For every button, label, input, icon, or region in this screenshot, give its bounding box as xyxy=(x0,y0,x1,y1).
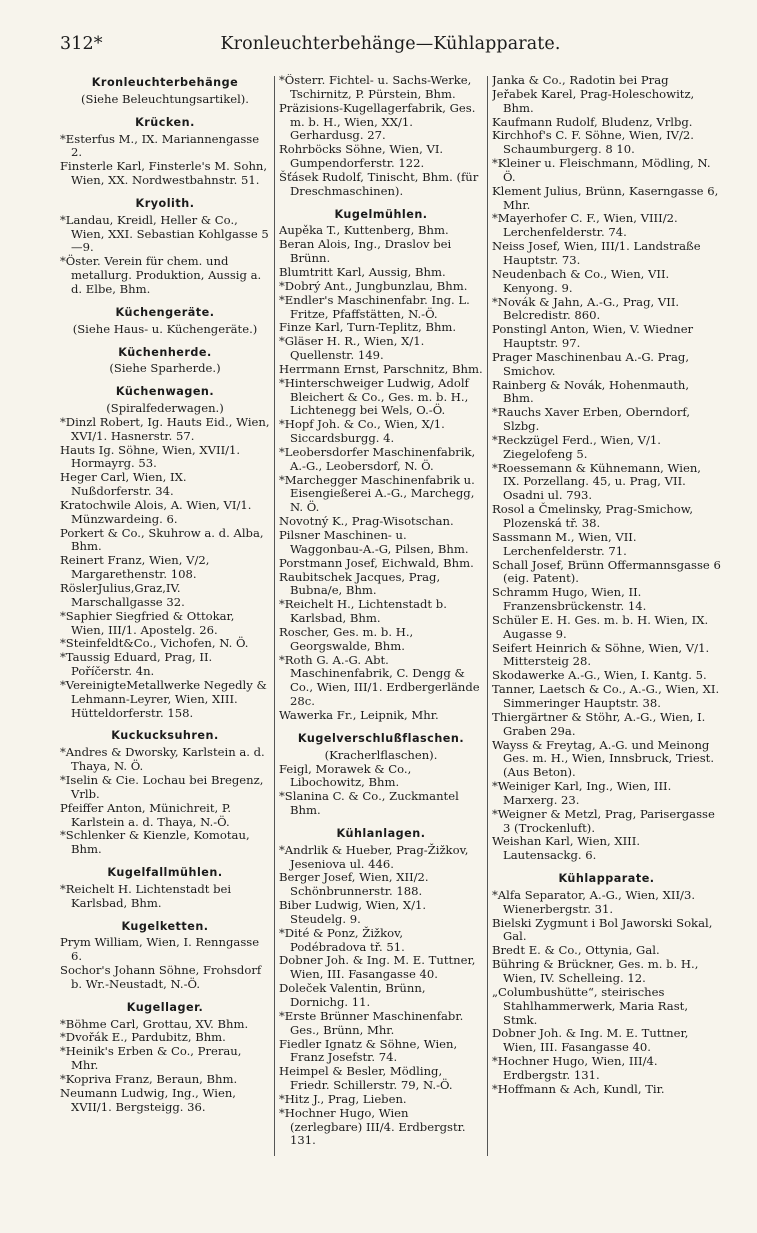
section-heading: Küchenherde. xyxy=(118,345,212,359)
directory-entry: *Alfa Separator, A.-G., Wien, XII/3. Wienerbergstr. 31. xyxy=(492,887,696,916)
directory-entry: Präzisions-Kugellagerfabrik, Ges. m. b. H., Wien, XX/1. Gerhardusg. 27. xyxy=(279,100,476,143)
directory-entry: *Dinzl Robert, Ig. Hauts Eid., Wien, XVI/1. Hasnerstr. 57. xyxy=(60,414,270,443)
directory-entry: Dobner Joh. & Ing. M. E. Tuttner, Wien, III. Fasangasse 40. xyxy=(492,1026,689,1055)
directory-entry: *Reichelt H. Lichtenstadt bei Karlsbad, Bhm. xyxy=(60,881,232,910)
directory-entry: *Rauchs Xaver Erben, Oberndorf, Slzbg. xyxy=(492,405,690,434)
directory-entry: *Mayerhofer C. F., Wien, VIII/2. Lerchenfelderstr. 74. xyxy=(492,211,678,240)
page-header xyxy=(60,34,721,60)
directory-column-2 xyxy=(279,74,483,1155)
directory-entry: *Slanina C. & Co., Zuckmantel Bhm. xyxy=(279,789,459,818)
directory-entry: „Columbushütte“, steirisches Stahlhammerwerk, Maria Rast, Stmk. xyxy=(492,984,689,1027)
directory-entry: Thiergärtner & Stöhr, A.-G., Wien, I. Graben 29a. xyxy=(492,709,706,738)
section-heading: Küchenwagen. xyxy=(115,385,215,399)
directory-entry: Kirchhof's C. F. Söhne, Wien, IV/2. Schaumburgerg. 8 10. xyxy=(492,128,694,157)
directory-entry: Weishan Karl, Wien, XIII. Lautensackg. 6. xyxy=(492,834,641,863)
directory-entry: Skodawerke A.-G., Wien, I. Kantg. 5. xyxy=(492,668,707,683)
directory-entry: Wawerka Fr., Leipnik, Mhr. xyxy=(279,707,439,722)
cross-reference-note: (Spiralfederwagen.) xyxy=(106,401,224,416)
section-heading: Küchengeräte. xyxy=(115,305,215,319)
directory-entry: *Öster. Verein für chem. und metallurg. Produktion, Aussig a. d. Elbe, Bhm. xyxy=(60,254,262,296)
directory-entry: Jeřabek Karel, Prag-Holeschowitz, Bhm. xyxy=(492,86,695,115)
directory-entry: *Kopriva Franz, Beraun, Bhm. xyxy=(60,1072,238,1086)
directory-entry: Klement Julius, Brünn, Kaserngasse 6, Mhr. xyxy=(492,183,719,212)
directory-entry: Beran Alois, Ing., Draslov bei Brünn. xyxy=(279,237,452,266)
directory-entry: Berger Josef, Wien, XII/2. Schönbrunnerstr. 188. xyxy=(279,870,429,899)
directory-entry: Rohrböcks Söhne, Wien, VI. Gumpendorferstr. 122. xyxy=(279,142,444,171)
directory-entry: *Esterfus M., IX. Mariannengasse 2. xyxy=(60,131,260,160)
directory-entry: Neumann Ludwig, Ing., Wien, XVII/1. Bergsteigg. 36. xyxy=(60,1085,236,1114)
directory-entry: *Dvořák E., Pardubitz, Bhm. xyxy=(60,1030,226,1045)
directory-entry: Finsterle Karl, Finsterle's M. Sohn, Wien, XX. Nordwestbahnstr. 51. xyxy=(60,159,268,188)
directory-entry: Porkert & Co., Skuhrow a. d. Alba, Bhm. xyxy=(60,525,264,554)
directory-entry: Neudenbach & Co., Wien, VII. Kenyong. 9. xyxy=(492,266,670,295)
directory-entry: Fiedler Ignatz & Söhne, Wien, Franz Josefstr. 74. xyxy=(279,1036,458,1065)
directory-entry: *Roessemann & Kühnemann, Wien, IX. Porzellang. 45, u. Prag, VII. Osadni ul. 793. xyxy=(492,460,701,503)
directory-entry: *Dité & Ponz, Žižkov, Podébradova tř. 51. xyxy=(279,925,405,954)
cross-reference-note: (Siehe Haus- u. Küchengeräte.) xyxy=(72,321,258,336)
directory-entry: Blumtritt Karl, Aussig, Bhm. xyxy=(279,264,446,279)
directory-entry: *Iselin & Cie. Lochau bei Bregenz, Vrlb. xyxy=(60,772,264,801)
directory-entry: Bühring & Brückner, Ges. m. b. H., Wien, IV. Schelleing. 12. xyxy=(492,957,699,985)
section-heading: Kronleuchterbehänge xyxy=(91,76,239,89)
directory-entry: Neiss Josef, Wien, III/1. Landstraße Hauptstr. 73. xyxy=(492,239,701,267)
directory-entry: *Hochner Hugo, Wien (zerlegbare) III/4. Erdbergstr. 131. xyxy=(279,1105,466,1148)
directory-entry: Porstmann Josef, Eichwald, Bhm. xyxy=(279,555,474,570)
directory-entry: Sassmann M., Wien, VII. Lerchenfelderstr. 71. xyxy=(492,529,637,558)
directory-entry: Wayss & Freytag, A.-G. und Meinong Ges. m. H., Wien, Innsbruck, Triest. (Aus Beton). xyxy=(492,737,715,780)
directory-entry: Kaufmann Rudolf, Bludenz, Vrlbg. xyxy=(492,114,693,129)
section-heading: Kryolith. xyxy=(135,196,195,210)
directory-entry: Heger Carl, Wien, IX. Nußdorferstr. 34. xyxy=(60,470,187,499)
directory-entry: Hauts Ig. Söhne, Wien, XVII/1. Hormayrg. 53. xyxy=(60,442,241,471)
directory-entry: *Reckzügel Ferd., Wien, V/1. Ziegelofeng 5. xyxy=(492,432,661,461)
directory-entry: *Novák & Jahn, A.-G., Prag, VII. Belcredistr. 860. xyxy=(492,294,680,323)
cross-reference-note: (Siehe Sparherde.) xyxy=(109,361,221,376)
section-heading: Kugelketten. xyxy=(121,919,209,933)
directory-entry: *Hopf Joh. & Co., Wien, X/1. Siccardsburgg. 4. xyxy=(279,417,445,446)
directory-entry: Rosol a Čmelinsky, Prag-Smichow, Plozenská tř. 38. xyxy=(492,502,694,530)
directory-entry: *Hochner Hugo, Wien, III/4. Erdbergstr. 131. xyxy=(492,1054,658,1082)
directory-entry: *Roth G. A.-G. Abt. Maschinenfabrik, C. Dengg & Co., Wien, III/1. Erdbergerlände 28c. xyxy=(279,652,480,709)
cross-reference-note: (Siehe Beleuchtungsartikel). xyxy=(80,91,249,106)
directory-entry: Finze Karl, Turn-Teplitz, Bhm. xyxy=(279,320,457,335)
directory-entry: Reinert Franz, Wien, V/2, Margarethenstr. 108. xyxy=(60,553,210,582)
directory-entry: *Österr. Fichtel- u. Sachs-Werke, Tschirnitz, P. Pürstein, Bhm. xyxy=(279,74,472,101)
directory-entry: Schramm Hugo, Wien, II. Franzensbrückenstr. 14. xyxy=(492,585,647,614)
directory-entry: Schall Josef, Brünn Offermannsgasse 6 (eig. Patent). xyxy=(492,557,721,586)
directory-entry: Pfeiffer Anton, Münichreit, P. Karlstein a. d. Thaya, N.-Ö. xyxy=(60,800,232,829)
page-number: 312* xyxy=(60,34,103,54)
directory-entry: Seifert Heinrich & Söhne, Wien, V/1. Mittersteig 28. xyxy=(492,640,710,669)
directory-entry: *Endler's Maschinenfabr. Ing. L. Fritze, Pfaffstätten, N.-Ö. xyxy=(279,292,470,321)
directory-entry: Dobner Joh. & Ing. M. E. Tuttner, Wien, III. Fasangasse 40. xyxy=(279,953,476,982)
column-divider xyxy=(487,76,488,1156)
directory-entry: Rainberg & Novák, Hohenmauth, Bhm. xyxy=(492,377,690,406)
directory-entry: *VereinigteMetallwerke Negedly & Lehmann-Leyrer, Wien, XIII. Hütteldorferstr. 158. xyxy=(60,677,267,720)
directory-entry: *Andres & Dworsky, Karlstein a. d. Thaya, N. Ö. xyxy=(60,745,265,774)
directory-entry: Doleček Valentin, Brünn, Dornichg. 11. xyxy=(279,981,426,1009)
directory-entry: Sochor's Johann Söhne, Frohsdorf b. Wr.-Neustadt, N.-Ö. xyxy=(60,963,262,991)
directory-entry: *Steinfeldt&Co., Vichofen, N. Ö. xyxy=(60,636,249,651)
directory-entry: *Saphier Siegfried & Ottokar, Wien, III/1. Apostelg. 26. xyxy=(60,608,235,637)
section-heading: Krücken. xyxy=(135,115,195,129)
directory-entry: *Leobersdorfer Maschinenfabrik, A.-G., Leobersdorf, N. Ö. xyxy=(279,444,476,473)
directory-column-3 xyxy=(492,74,721,1155)
directory-entry: Janka & Co., Radotin bei Prag xyxy=(492,74,669,87)
directory-entry: *Kleiner u. Fleischmann, Mödling, N. Ö. xyxy=(492,156,711,184)
section-heading: Kühlapparate. xyxy=(558,872,655,886)
directory-entry: Aupěka T., Kuttenberg, Bhm. xyxy=(279,223,449,238)
directory-entry: RöslerJulius,Graz,IV. Marschallgasse 32. xyxy=(60,581,185,609)
directory-column-1 xyxy=(60,74,270,1155)
directory-entry: Biber Ludwig, Wien, X/1. Steudelg. 9. xyxy=(279,898,427,926)
section-heading: Kugelmühlen. xyxy=(334,207,428,221)
directory-entry: *Reichelt H., Lichtenstadt b. Karlsbad, Bhm. xyxy=(279,597,447,626)
directory-entry: Prager Maschinenbau A.-G. Prag, Smichov. xyxy=(492,349,690,378)
directory-entry: Tanner, Laetsch & Co., A.-G., Wien, XI. Simmeringer Hauptstr. 38. xyxy=(492,682,720,710)
directory-entry: *Andrlik & Hueber, Prag-Žižkov, Jeseniova ul. 446. xyxy=(279,842,469,871)
directory-entry: Schüler E. H. Ges. m. b. H. Wien, IX. Augasse 9. xyxy=(492,612,709,641)
directory-entry: *Hoffmann & Ach, Kundl, Tir. xyxy=(492,1081,665,1096)
directory-entry: *Marchegger Maschinenfabrik u. Eisengießerei A.-G., Marchegg, N. Ö. xyxy=(279,472,475,515)
directory-entry: *Erste Brünner Maschinenfabr. Ges., Brünn, Mhr. xyxy=(279,1008,464,1037)
cross-reference-note: (Kracherlflaschen). xyxy=(324,747,438,762)
directory-entry: *Taussig Eduard, Prag, II. Poříčerstr. 4n. xyxy=(60,650,213,679)
directory-entry: *Weigner & Metzl, Prag, Parisergasse 3 (Trockenluft). xyxy=(492,806,715,835)
directory-entry: *Böhme Carl, Grottau, XV. Bhm. xyxy=(60,1016,249,1031)
directory-entry: *Gläser H. R., Wien, X/1. Quellenstr. 149. xyxy=(279,334,425,363)
directory-entry: *Schlenker & Kienzle, Komotau, Bhm. xyxy=(60,828,250,857)
directory-entry: Bredt E. & Co., Ottynia, Gal. xyxy=(492,943,660,958)
directory-entry: Novotný K., Prag-Wisotschan. xyxy=(279,514,454,529)
section-heading: Kugellager. xyxy=(126,1000,204,1014)
directory-entry: Šťásek Rudolf, Tinischt, Bhm. (für Dreschmaschinen). xyxy=(279,169,479,198)
directory-entry: *Heinik's Erben & Co., Prerau, Mhr. xyxy=(60,1044,242,1073)
directory-entry: Kratochwile Alois, A. Wien, VI/1. Münzwardeing. 6. xyxy=(60,497,252,526)
directory-entry: *Landau, Kreidl, Heller & Co., Wien, XXI. Sebastian Kohlgasse 5—9. xyxy=(60,212,269,255)
directory-entry: Prym William, Wien, I. Renngasse 6. xyxy=(60,935,260,964)
directory-entry: Pilsner Maschinen- u. Waggonbau-A.-G, Pilsen, Bhm. xyxy=(279,528,469,556)
directory-entry: Bielski Zygmunt i Bol Jaworski Sokal, Gal. xyxy=(492,915,713,944)
directory-entry: Herrmann Ernst, Parschnitz, Bhm. xyxy=(279,361,483,376)
directory-entry: Roscher, Ges. m. b. H., Georgswalde, Bhm. xyxy=(279,624,414,653)
directory-entry: *Weiniger Karl, Ing., Wien, III. Marxerg. 23. xyxy=(492,779,672,807)
directory-entry: *Dobrý Ant., Jungbunzlau, Bhm. xyxy=(279,278,468,293)
section-heading: Kugelverschlußflaschen. xyxy=(297,731,465,745)
running-title: Kronleuchterbehänge—Kühlapparate. xyxy=(220,34,561,54)
section-heading: Kühlanlagen. xyxy=(336,826,426,840)
directory-entry: Raubitschek Jacques, Prag, Bubna/e, Bhm. xyxy=(279,569,441,598)
directory-entry: Ponstingl Anton, Wien, V. Wiedner Hauptstr. 97. xyxy=(492,322,694,351)
directory-entry: *Hitz J., Prag, Lieben. xyxy=(279,1091,407,1106)
directory-entry: Feigl, Morawek & Co., Libochowitz, Bhm. xyxy=(279,761,412,790)
section-heading: Kuckucksuhren. xyxy=(111,729,219,743)
directory-entry: *Hinterschweiger Ludwig, Adolf Bleichert & Co., Ges. m. b. H., Lichtenegg bei Wels, O.-Ö. xyxy=(279,375,469,418)
section-heading: Kugelfallmühlen. xyxy=(107,866,223,880)
column-divider xyxy=(274,76,275,1156)
directory-entry: Heimpel & Besler, Mödling, Friedr. Schillerstr. 79, N.-Ö. xyxy=(279,1064,453,1093)
